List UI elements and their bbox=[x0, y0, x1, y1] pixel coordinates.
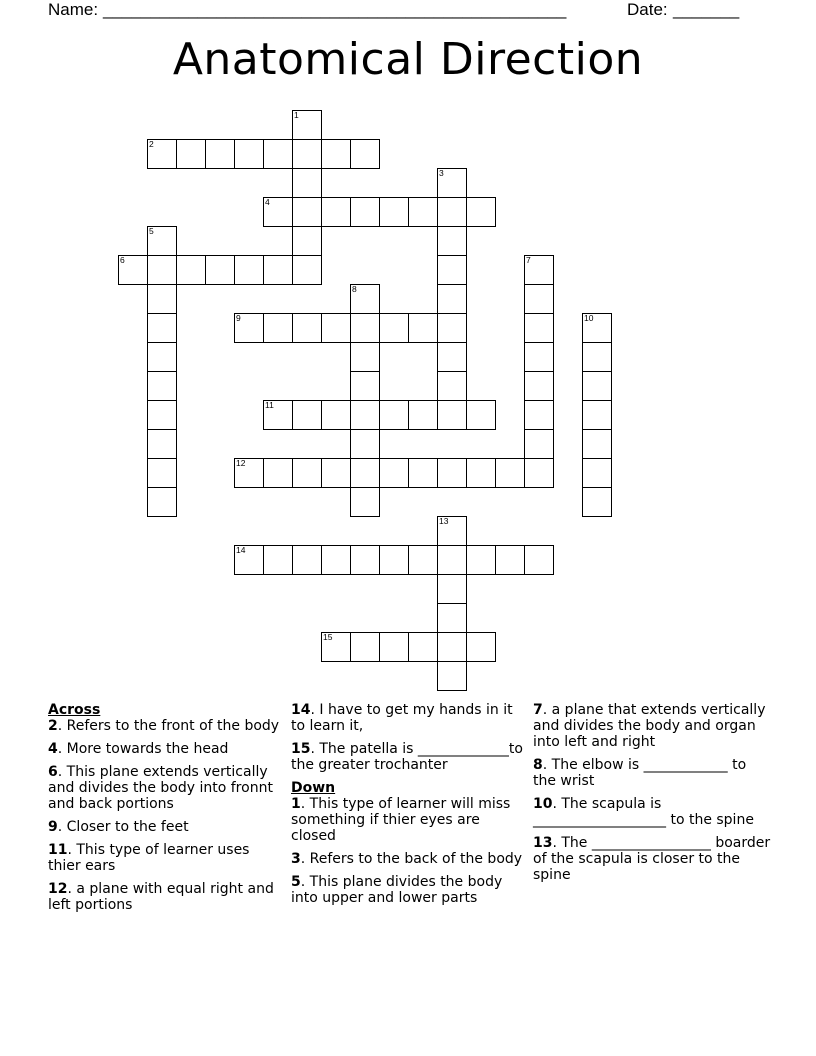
grid-cell[interactable] bbox=[379, 632, 409, 662]
clue-down-7: 7. a plane that extends vertically and divides the body and organ into left and right bbox=[533, 702, 766, 750]
grid-cell[interactable] bbox=[582, 487, 612, 517]
grid-cell[interactable] bbox=[437, 458, 467, 488]
clue-down-3: 3. Refers to the back of the body bbox=[291, 851, 523, 867]
grid-cell[interactable] bbox=[437, 371, 467, 401]
clue-across-2: 2. Refers to the front of the body bbox=[48, 718, 280, 734]
date-label: Date: bbox=[627, 0, 668, 19]
clue-number: 11 bbox=[265, 400, 274, 410]
name-label: Name: bbox=[48, 0, 99, 19]
grid-cell[interactable] bbox=[495, 458, 525, 488]
clue-number: 8 bbox=[352, 284, 357, 294]
grid-cell[interactable] bbox=[234, 313, 264, 343]
grid-cell[interactable] bbox=[234, 458, 264, 488]
grid-cell[interactable] bbox=[524, 429, 554, 459]
clue-number: 13 bbox=[439, 516, 449, 526]
clue-across-12: 12. a plane with equal right and left portions bbox=[48, 881, 274, 913]
grid-cell[interactable] bbox=[147, 400, 177, 430]
grid-cell[interactable] bbox=[408, 632, 438, 662]
clue-number: 12 bbox=[236, 458, 246, 468]
clue-number: 7 bbox=[526, 255, 531, 265]
grid-cell[interactable] bbox=[437, 574, 467, 604]
grid-cell[interactable] bbox=[466, 197, 496, 227]
grid-cell[interactable] bbox=[350, 458, 380, 488]
grid-cell[interactable] bbox=[147, 313, 177, 343]
grid-cell[interactable] bbox=[147, 255, 177, 285]
grid-cell[interactable] bbox=[350, 400, 380, 430]
grid-cell[interactable] bbox=[408, 458, 438, 488]
grid-cell[interactable] bbox=[147, 342, 177, 372]
grid-cell[interactable] bbox=[118, 255, 148, 285]
clue-number: 2 bbox=[149, 139, 154, 149]
grid-cell[interactable] bbox=[350, 371, 380, 401]
grid-cell[interactable] bbox=[292, 458, 322, 488]
clue-number: 1 bbox=[294, 110, 299, 120]
grid-cell[interactable] bbox=[263, 197, 293, 227]
grid-cell[interactable] bbox=[466, 545, 496, 575]
grid-cell[interactable] bbox=[147, 487, 177, 517]
grid-cell[interactable] bbox=[263, 139, 293, 169]
grid-cell[interactable] bbox=[408, 400, 438, 430]
grid-cell[interactable] bbox=[263, 545, 293, 575]
grid-cell[interactable] bbox=[437, 632, 467, 662]
grid-cell[interactable] bbox=[263, 255, 293, 285]
grid-cell[interactable] bbox=[582, 400, 612, 430]
clue-across-4: 4. More towards the head bbox=[48, 741, 229, 757]
grid-cell[interactable] bbox=[292, 313, 322, 343]
grid-cell[interactable] bbox=[350, 429, 380, 459]
grid-cell[interactable] bbox=[263, 458, 293, 488]
grid-cell[interactable] bbox=[379, 400, 409, 430]
grid-cell[interactable] bbox=[292, 226, 322, 256]
clue-number: 10 bbox=[584, 313, 594, 323]
down-heading: Down bbox=[291, 780, 336, 796]
grid-cell[interactable] bbox=[466, 400, 496, 430]
grid-cell[interactable] bbox=[321, 313, 351, 343]
clue-down-1: 1. This type of learner will miss something if thier eyes are closed bbox=[291, 796, 511, 844]
grid-cell[interactable] bbox=[437, 255, 467, 285]
grid-cell[interactable] bbox=[350, 545, 380, 575]
grid-cell[interactable] bbox=[321, 458, 351, 488]
grid-cell[interactable] bbox=[205, 255, 235, 285]
clues-column-3 bbox=[533, 702, 773, 890]
grid-cell[interactable] bbox=[437, 342, 467, 372]
grid-cell[interactable] bbox=[263, 400, 293, 430]
grid-cell[interactable] bbox=[292, 545, 322, 575]
grid-cell[interactable] bbox=[582, 429, 612, 459]
grid-cell[interactable] bbox=[321, 197, 351, 227]
grid-cell[interactable] bbox=[205, 139, 235, 169]
grid-cell[interactable] bbox=[582, 458, 612, 488]
grid-cell[interactable] bbox=[437, 603, 467, 633]
grid-cell[interactable] bbox=[176, 139, 206, 169]
clues-column-2 bbox=[291, 702, 527, 913]
grid-cell[interactable] bbox=[408, 545, 438, 575]
grid-cell[interactable] bbox=[437, 545, 467, 575]
clues-column-1 bbox=[48, 702, 284, 920]
clue-across-9: 9. Closer to the feet bbox=[48, 819, 189, 835]
grid-cell[interactable] bbox=[582, 371, 612, 401]
clue-down-8: 8. The elbow is ____________ to the wrist bbox=[533, 757, 747, 789]
grid-cell[interactable] bbox=[437, 400, 467, 430]
grid-cell[interactable] bbox=[437, 516, 467, 546]
grid-cell[interactable] bbox=[292, 255, 322, 285]
grid-cell[interactable] bbox=[263, 313, 293, 343]
grid-cell[interactable] bbox=[292, 168, 322, 198]
grid-cell[interactable] bbox=[350, 342, 380, 372]
grid-cell[interactable] bbox=[147, 139, 177, 169]
clue-down-13: 13. The _________________ boarder of the scapula is closer to the spine bbox=[533, 835, 771, 883]
grid-cell[interactable] bbox=[524, 545, 554, 575]
grid-cell[interactable] bbox=[234, 545, 264, 575]
grid-cell[interactable] bbox=[437, 197, 467, 227]
grid-cell[interactable] bbox=[437, 284, 467, 314]
clue-number: 9 bbox=[236, 313, 241, 323]
clue-down-5: 5. This plane divides the body into upper and lower parts bbox=[291, 874, 503, 906]
grid-cell[interactable] bbox=[379, 313, 409, 343]
grid-cell[interactable] bbox=[292, 400, 322, 430]
grid-cell[interactable] bbox=[321, 632, 351, 662]
grid-cell[interactable] bbox=[234, 255, 264, 285]
grid-cell[interactable] bbox=[524, 400, 554, 430]
grid-cell[interactable] bbox=[321, 545, 351, 575]
grid-cell[interactable] bbox=[321, 139, 351, 169]
clue-number: 3 bbox=[439, 168, 444, 178]
grid-cell[interactable] bbox=[408, 197, 438, 227]
grid-cell[interactable] bbox=[292, 139, 322, 169]
grid-cell[interactable] bbox=[147, 284, 177, 314]
grid-cell[interactable] bbox=[495, 545, 525, 575]
grid-cell[interactable] bbox=[234, 139, 264, 169]
clue-across-14: 14. I have to get my hands in it to learn it, bbox=[291, 702, 513, 734]
clue-number: 14 bbox=[236, 545, 246, 555]
grid-cell[interactable] bbox=[292, 197, 322, 227]
clue-number: 15 bbox=[323, 632, 333, 642]
grid-cell[interactable] bbox=[147, 458, 177, 488]
grid-cell[interactable] bbox=[350, 284, 380, 314]
clue-number: 6 bbox=[120, 255, 125, 265]
grid-cell[interactable] bbox=[379, 197, 409, 227]
clue-down-10: 10. The scapula is ___________________ to the spine bbox=[533, 796, 754, 828]
grid-cell[interactable] bbox=[408, 313, 438, 343]
grid-cell[interactable] bbox=[350, 487, 380, 517]
grid-cell[interactable] bbox=[350, 632, 380, 662]
grid-cell[interactable] bbox=[524, 313, 554, 343]
grid-cell[interactable] bbox=[437, 168, 467, 198]
clue-across-11: 11. This type of learner uses thier ears bbox=[48, 842, 250, 874]
grid-cell[interactable] bbox=[176, 255, 206, 285]
clue-number: 4 bbox=[265, 197, 270, 207]
clue-number: 5 bbox=[149, 226, 154, 236]
grid-cell[interactable] bbox=[292, 110, 322, 140]
grid-cell[interactable] bbox=[437, 313, 467, 343]
grid-cell[interactable] bbox=[524, 371, 554, 401]
grid-cell[interactable] bbox=[582, 313, 612, 343]
clue-across-15: 15. The patella is _____________to the greater trochanter bbox=[291, 741, 523, 773]
date-field[interactable]: _______ bbox=[673, 0, 740, 19]
name-field[interactable]: _________________________________________________ bbox=[103, 0, 567, 19]
grid-cell[interactable] bbox=[147, 226, 177, 256]
grid-cell[interactable] bbox=[350, 313, 380, 343]
grid-cell[interactable] bbox=[582, 342, 612, 372]
grid-cell[interactable] bbox=[350, 139, 380, 169]
grid-cell[interactable] bbox=[350, 197, 380, 227]
grid-cell[interactable] bbox=[524, 255, 554, 285]
grid-cell[interactable] bbox=[466, 458, 496, 488]
page-title: Anatomical Direction bbox=[172, 34, 644, 85]
clue-across-6: 6. This plane extends vertically and divides the body into fronnt and back portions bbox=[48, 764, 273, 812]
grid-cell[interactable] bbox=[466, 632, 496, 662]
grid-cell[interactable] bbox=[379, 458, 409, 488]
grid-cell[interactable] bbox=[379, 545, 409, 575]
across-heading: Across bbox=[48, 702, 101, 718]
grid-cell[interactable] bbox=[524, 342, 554, 372]
grid-cell[interactable] bbox=[147, 371, 177, 401]
grid-cell[interactable] bbox=[524, 284, 554, 314]
grid-cell[interactable] bbox=[147, 429, 177, 459]
grid-cell[interactable] bbox=[321, 400, 351, 430]
grid-cell[interactable] bbox=[437, 661, 467, 691]
grid-cell[interactable] bbox=[524, 458, 554, 488]
grid-cell[interactable] bbox=[437, 226, 467, 256]
